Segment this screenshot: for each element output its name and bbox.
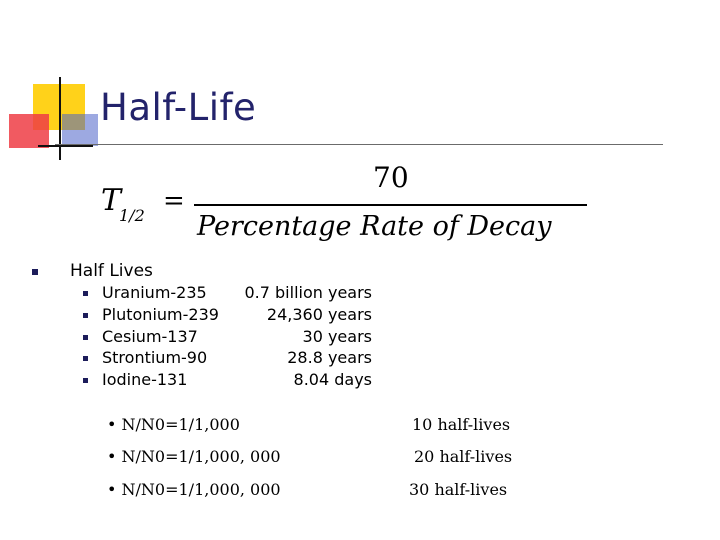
isotope-half-life: 8.04 days [293, 370, 372, 389]
title-underline [55, 144, 663, 145]
section-label: Half Lives [70, 261, 153, 281]
bullet-icon [83, 378, 88, 383]
isotope-name: Strontium-90 [102, 348, 208, 367]
formula-fraction-bar [194, 204, 587, 206]
logo-vertical-line [59, 77, 61, 160]
ratio-text: • N/N0=1/1,000, 000 [107, 447, 281, 466]
isotope-half-life: 24,360 years [266, 305, 372, 324]
bullet-icon [83, 356, 88, 361]
half-lives-count: 10 half-lives [412, 415, 511, 434]
logo-blue-square [62, 114, 98, 146]
bullet-icon [83, 291, 88, 296]
ratio-text: • N/N0=1/1,000, 000 [107, 480, 281, 499]
formula-lhs-symbol: T [101, 183, 122, 218]
bullet-icon [83, 313, 88, 318]
isotope-name: Plutonium-239 [102, 305, 219, 324]
isotope-half-life: 28.8 years [287, 348, 372, 367]
isotope-name: Uranium-235 [102, 283, 207, 302]
half-lives-count: 30 half-lives [409, 480, 508, 499]
isotope-half-life: 0.7 billion years [244, 283, 372, 302]
isotope-half-life: 30 years [302, 327, 372, 346]
isotope-name: Cesium-137 [102, 327, 198, 346]
formula-numerator: 70 [373, 161, 409, 194]
bullet-icon [32, 269, 38, 275]
logo-horizontal-line [38, 145, 93, 147]
half-lives-count: 20 half-lives [414, 447, 513, 466]
formula-denominator: Percentage Rate of Decay [197, 211, 552, 242]
formula-lhs-subscript: 1/2 [119, 206, 145, 225]
logo-red-square [9, 114, 49, 148]
ratio-text: • N/N0=1/1,000 [107, 415, 240, 434]
isotope-name: Iodine-131 [102, 370, 188, 389]
slide-title: Half-Life [100, 86, 257, 129]
bullet-icon [83, 335, 88, 340]
formula-equals: = [163, 186, 185, 216]
